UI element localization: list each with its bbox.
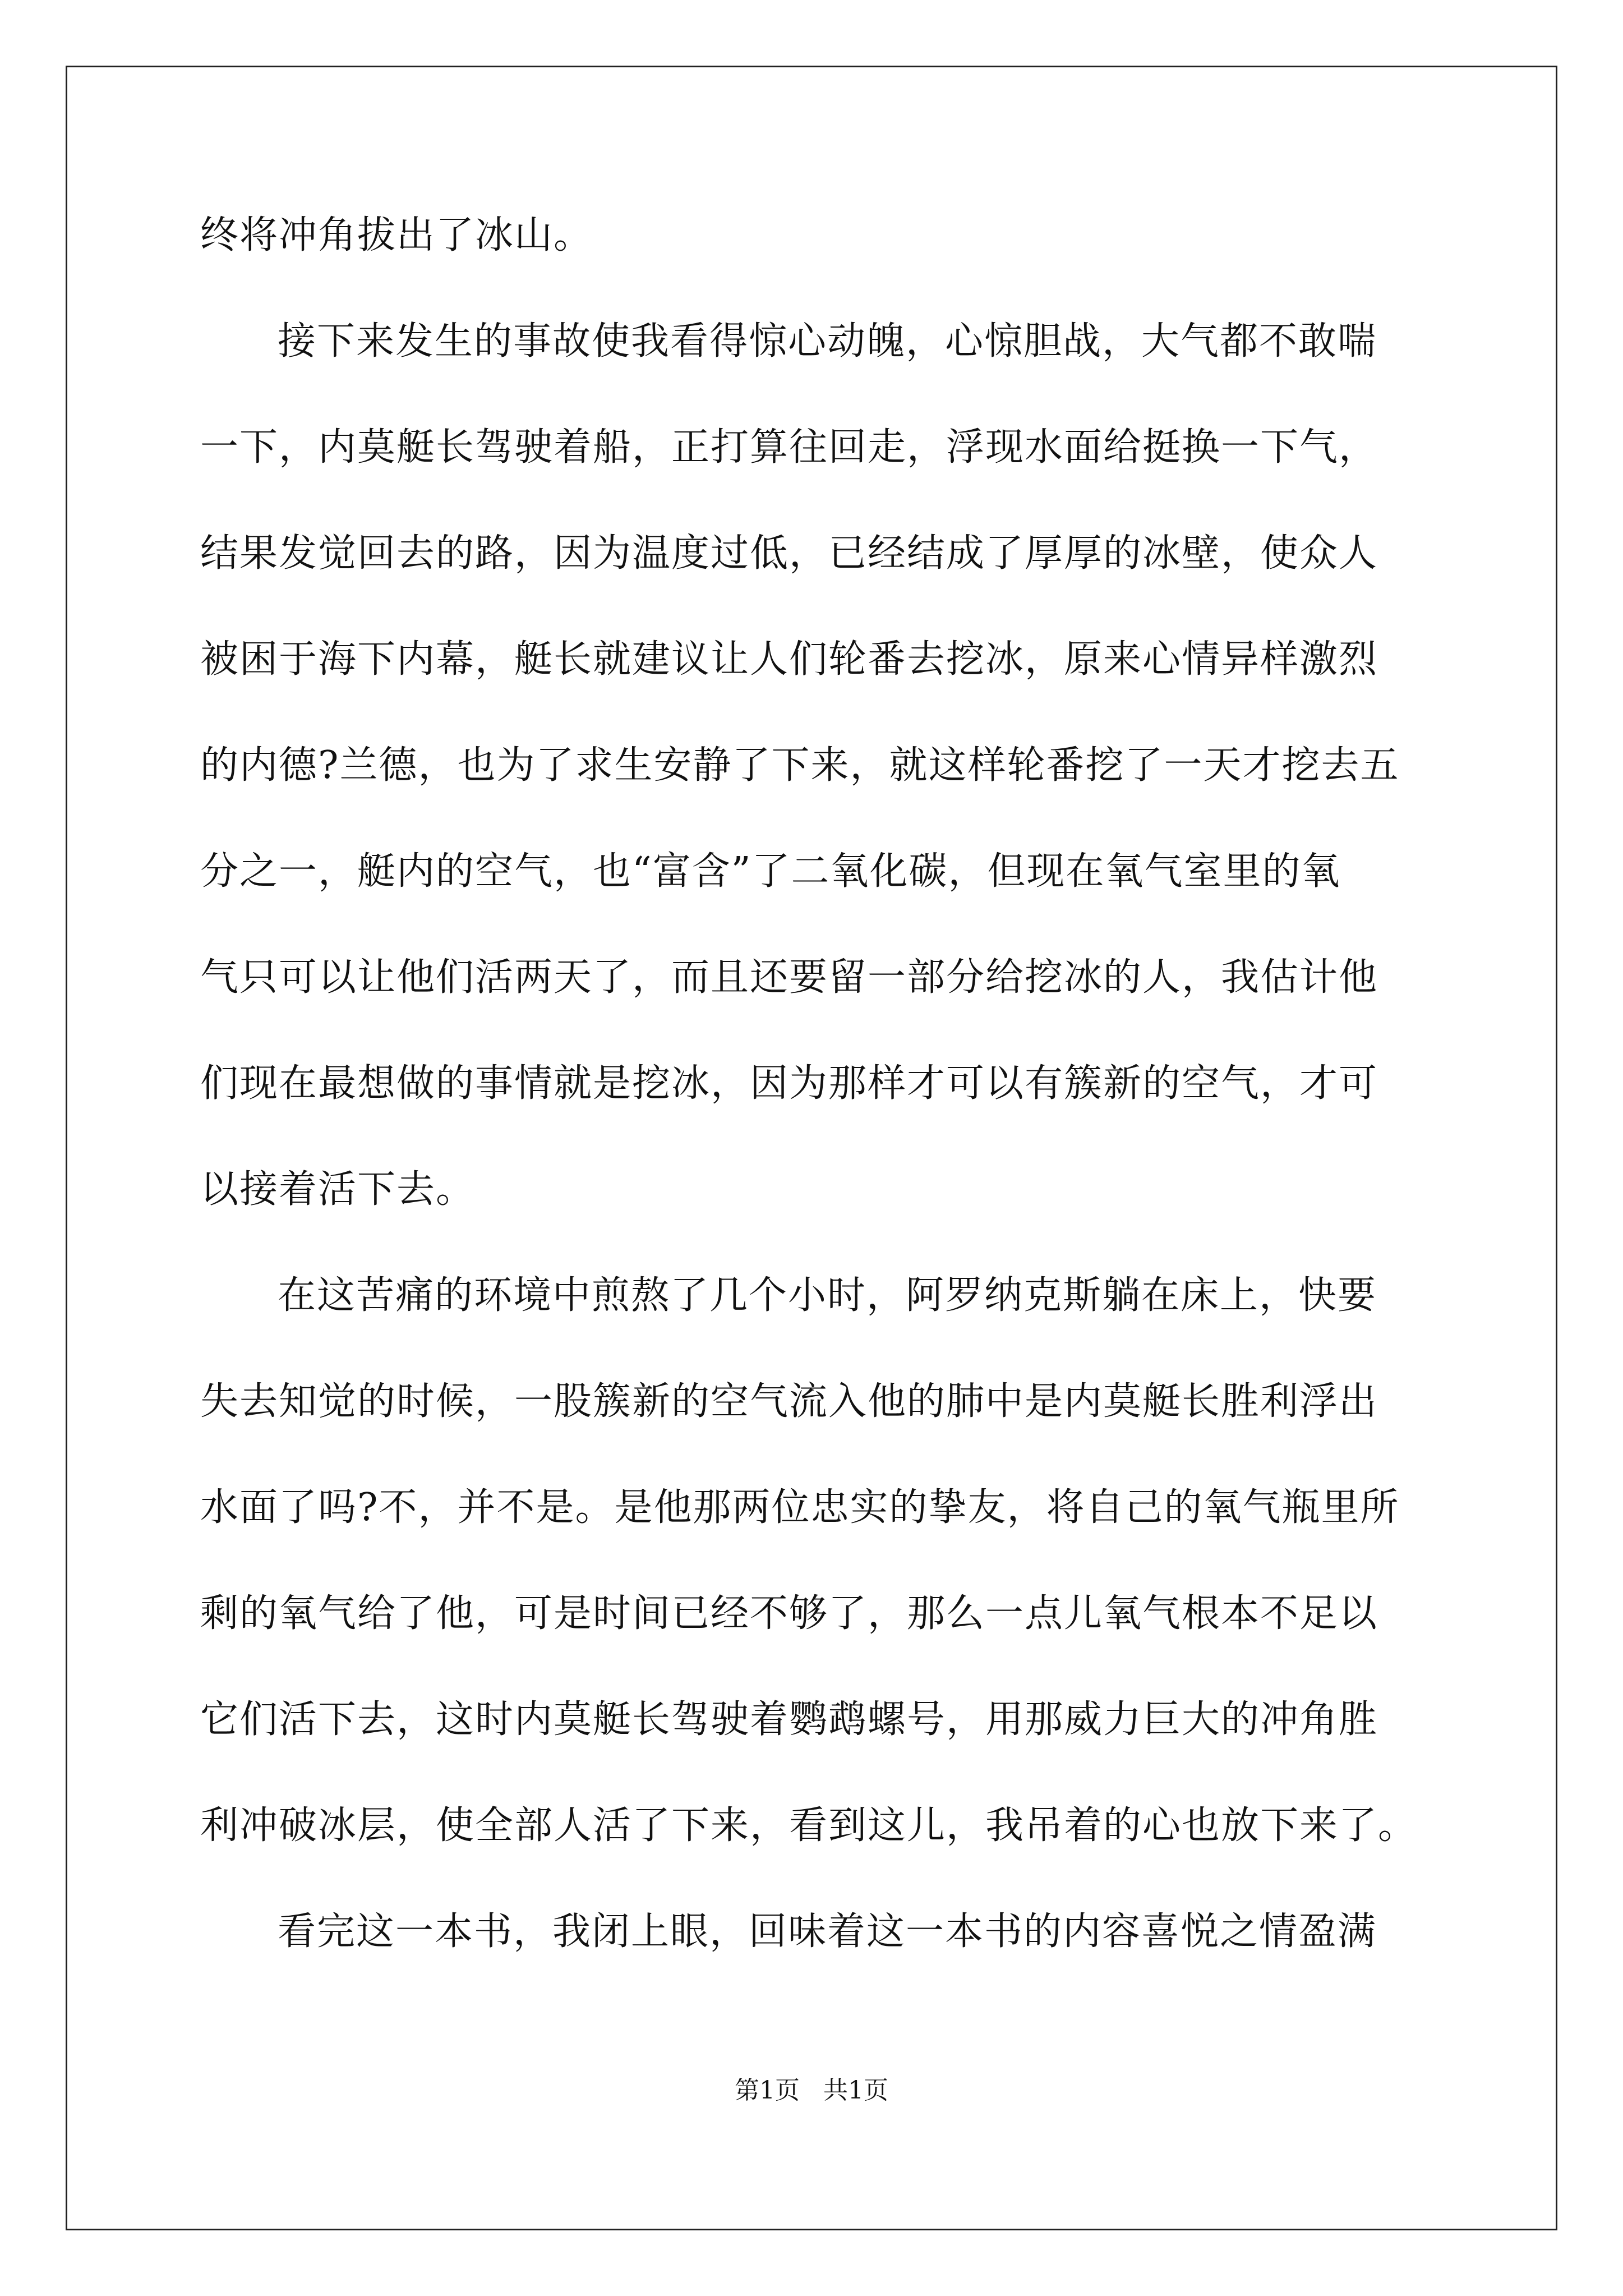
text-line: 在这苦痛的环境中煎熬了几个小时，阿罗纳克斯躺在床上，快要: [278, 1273, 1377, 1318]
text-line: 气只可以让他们活两天了，而且还要留一部分给挖冰的人，我估计他: [200, 955, 1378, 1000]
text-line: 分之一，艇内的空气，也“富含”了二氧化碳，但现在氧气室里的氧: [200, 849, 1341, 894]
text-line: 水面了吗?不，并不是。是他那两位忠实的挚友，将自己的氧气瓶里所: [200, 1485, 1400, 1530]
text-line: 结果发觉回去的路，因为温度过低，已经结成了厚厚的冰壁，使众人: [200, 531, 1378, 576]
text-line: 们现在最想做的事情就是挖冰，因为那样才可以有簇新的空气，才可: [200, 1061, 1378, 1106]
text-line: 失去知觉的时候，一股簇新的空气流入他的肺中是内莫艇长胜利浮出: [200, 1379, 1378, 1424]
text-line: 剩的氧气给了他，可是时间已经不够了，那么一点儿氧气根本不足以: [200, 1591, 1378, 1636]
text-line: 终将冲角拔出了冰山。: [200, 213, 593, 257]
text-line: 的内德?兰德，也为了求生安静了下来，就这样轮番挖了一天才挖去五: [200, 743, 1400, 788]
text-line: 一下，内莫艇长驾驶着船，正打算往回走，浮现水面给挺换一下气，: [200, 425, 1378, 470]
text-line: 利冲破冰层，使全部人活了下来，看到这儿，我吊着的心也放下来了。: [200, 1803, 1418, 1848]
text-line: 看完这一本书，我闭上眼，回味着这一本书的内容喜悦之情盈满: [278, 1910, 1377, 1954]
text-line: 被困于海下内幕，艇长就建议让人们轮番去挖冰，原来心情异样激烈: [200, 637, 1378, 682]
text-line: 它们活下去，这时内莫艇长驾驶着鹦鹉螺号，用那威力巨大的冲角胜: [200, 1697, 1378, 1742]
page-footer: 第1页 共1页: [735, 2076, 888, 2105]
text-line: 接下来发生的事故使我看得惊心动魄，心惊胆战，大气都不敢喘: [278, 319, 1377, 364]
text-line: 以接着活下去。: [200, 1167, 476, 1212]
